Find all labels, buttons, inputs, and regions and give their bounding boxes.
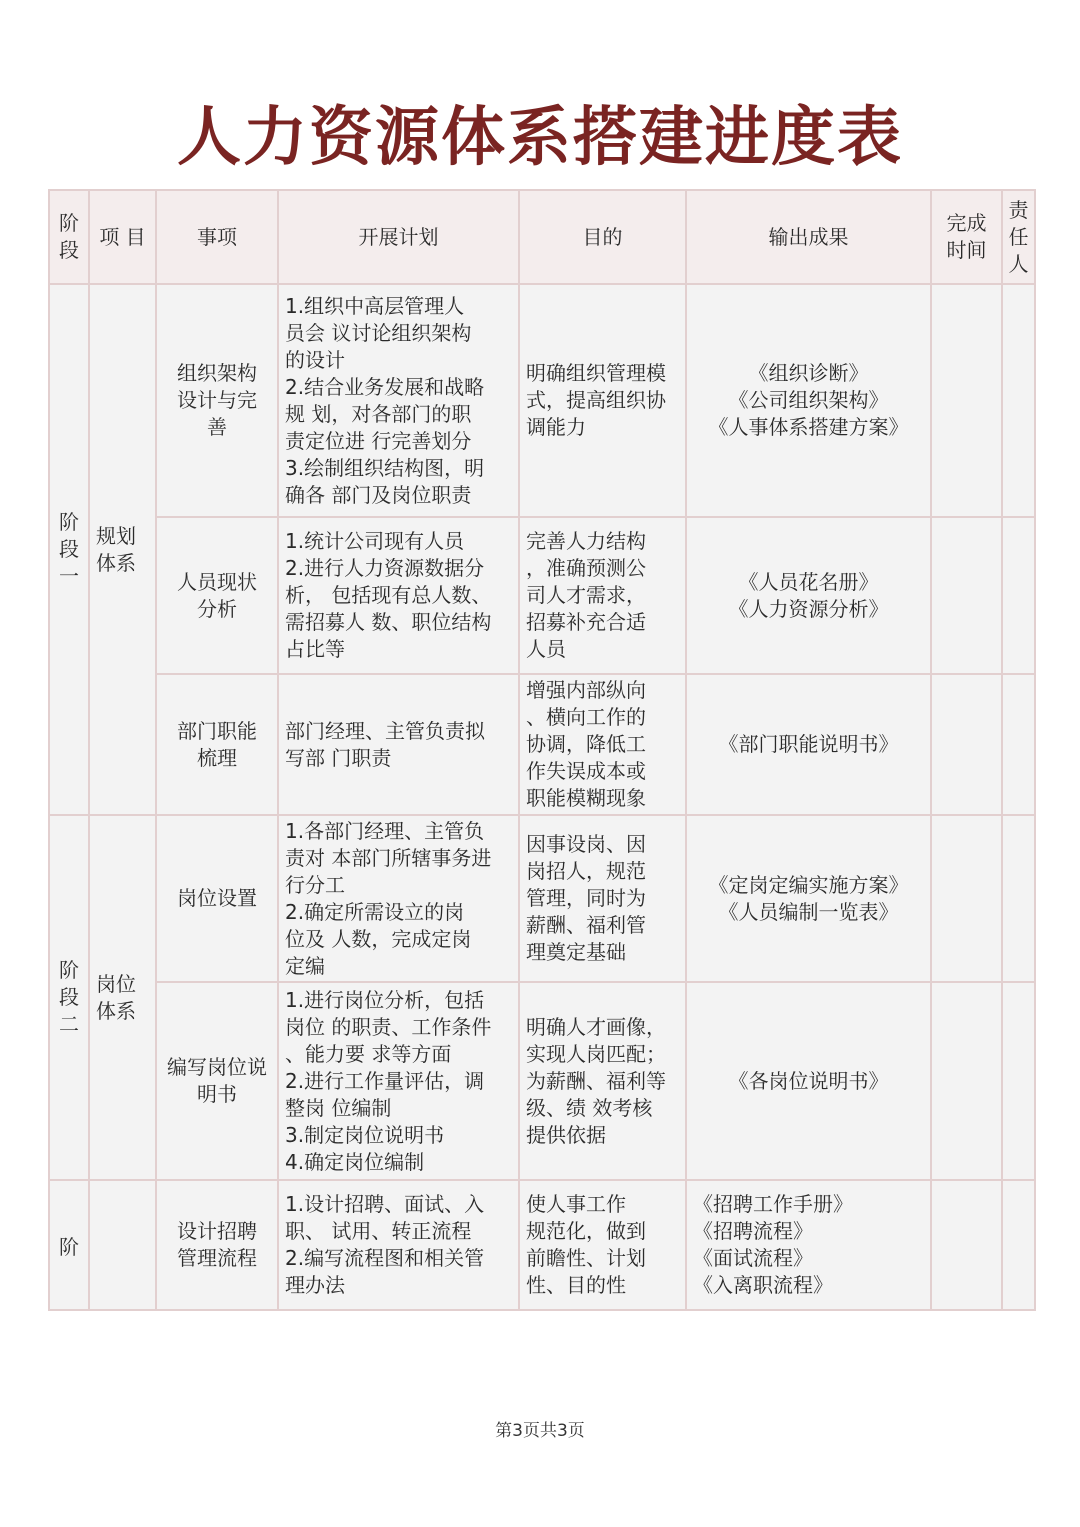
header-output: 输出成果 bbox=[686, 190, 931, 284]
progress-table bbox=[48, 189, 1036, 1311]
done-time-cell[interactable] bbox=[931, 815, 1002, 982]
header-stage: 阶 段 bbox=[49, 190, 89, 284]
table-row bbox=[49, 284, 1035, 517]
page-title: 人力资源体系搭建进度表 bbox=[177, 101, 903, 175]
table-header-row bbox=[49, 190, 1035, 284]
stage-cell: 阶 段 二 bbox=[49, 815, 89, 1180]
plan-cell: 1.统计公司现有人员 2.进行人力资源数据分 析， 包括现有总人数、 需招募人 数、职位结构 占比等 bbox=[278, 517, 519, 674]
plan-cell: 1.各部门经理、主管负 责对 本部门所辖事务进 行分工 2.确定所需设立的岗 位及 人数，完成定岗 定编 bbox=[278, 815, 519, 982]
item-cell: 部门职能 梳理 bbox=[156, 674, 278, 815]
stage-cell: 阶 bbox=[49, 1180, 89, 1310]
output-cell: 《定岗定编实施方案》 《人员编制一览表》 bbox=[686, 815, 931, 982]
table-row bbox=[49, 517, 1035, 674]
header-purpose: 目的 bbox=[519, 190, 686, 284]
header-plan: 开展计划 bbox=[278, 190, 519, 284]
header-item: 事项 bbox=[156, 190, 278, 284]
stage-cell: 阶 段 一 bbox=[49, 284, 89, 815]
owner-cell[interactable] bbox=[1002, 1180, 1035, 1310]
table-row bbox=[49, 982, 1035, 1180]
item-cell: 人员现状 分析 bbox=[156, 517, 278, 674]
project-cell bbox=[89, 1180, 156, 1310]
table-row bbox=[49, 674, 1035, 815]
done-time-cell[interactable] bbox=[931, 517, 1002, 674]
done-time-cell[interactable] bbox=[931, 1180, 1002, 1310]
output-cell: 《部门职能说明书》 bbox=[686, 674, 931, 815]
header-project: 项 目 bbox=[89, 190, 156, 284]
plan-cell: 1.组织中高层管理人 员会 议讨论组织架构 的设计 2.结合业务发展和战略 规 划，对各部门的职 责定位进 行完善划分 3.绘制组织结构图，明 确各 部门及岗位职责 bbox=[278, 284, 519, 517]
output-cell: 《招聘工作手册》 《招聘流程》 《面试流程》 《入离职流程》 bbox=[686, 1180, 931, 1310]
done-time-cell[interactable] bbox=[931, 982, 1002, 1180]
owner-cell[interactable] bbox=[1002, 815, 1035, 982]
owner-cell[interactable] bbox=[1002, 284, 1035, 517]
output-cell: 《各岗位说明书》 bbox=[686, 982, 931, 1180]
item-cell: 组织架构 设计与完 善 bbox=[156, 284, 278, 517]
owner-cell[interactable] bbox=[1002, 517, 1035, 674]
item-cell: 编写岗位说 明书 bbox=[156, 982, 278, 1180]
plan-cell: 部门经理、主管负责拟 写部 门职责 bbox=[278, 674, 519, 815]
output-cell: 《人员花名册》 《人力资源分析》 bbox=[686, 517, 931, 674]
purpose-cell: 因事设岗、因 岗招人，规范 管理，同时为 薪酬、福利管 理奠定基础 bbox=[519, 815, 686, 982]
done-time-cell[interactable] bbox=[931, 284, 1002, 517]
purpose-cell: 完善人力结构 ，准确预测公 司人才需求， 招募补充合适 人员 bbox=[519, 517, 686, 674]
table-row bbox=[49, 815, 1035, 982]
purpose-cell: 增强内部纵向 、横向工作的 协调，降低工 作失误成本或 职能模糊现象 bbox=[519, 674, 686, 815]
header-owner: 责 任 人 bbox=[1002, 190, 1035, 284]
table-row bbox=[49, 1180, 1035, 1310]
purpose-cell: 明确人才画像， 实现人岗匹配； 为薪酬、福利等 级、绩 效考核 提供依据 bbox=[519, 982, 686, 1180]
purpose-cell: 使人事工作 规范化，做到 前瞻性、计划 性、目的性 bbox=[519, 1180, 686, 1310]
done-time-cell[interactable] bbox=[931, 674, 1002, 815]
header-done-time: 完成 时间 bbox=[931, 190, 1002, 284]
output-cell: 《组织诊断》 《公司组织架构》 《人事体系搭建方案》 bbox=[686, 284, 931, 517]
plan-cell: 1.设计招聘、面试、入 职、 试用、转正流程 2.编写流程图和相关管 理办法 bbox=[278, 1180, 519, 1310]
owner-cell[interactable] bbox=[1002, 674, 1035, 815]
item-cell: 岗位设置 bbox=[156, 815, 278, 982]
item-cell: 设计招聘 管理流程 bbox=[156, 1180, 278, 1310]
owner-cell[interactable] bbox=[1002, 982, 1035, 1180]
plan-cell: 1.进行岗位分析，包括 岗位 的职责、工作条件 、能力要 求等方面 2.进行工作量评估，调 整岗 位编制 3.制定岗位说明书 4.确定岗位编制 bbox=[278, 982, 519, 1180]
project-cell: 规划 体系 bbox=[89, 284, 156, 815]
purpose-cell: 明确组织管理模 式，提高组织协 调能力 bbox=[519, 284, 686, 517]
project-cell: 岗位 体系 bbox=[89, 815, 156, 1180]
page-footer: 第3页共3页 bbox=[495, 1421, 585, 1441]
